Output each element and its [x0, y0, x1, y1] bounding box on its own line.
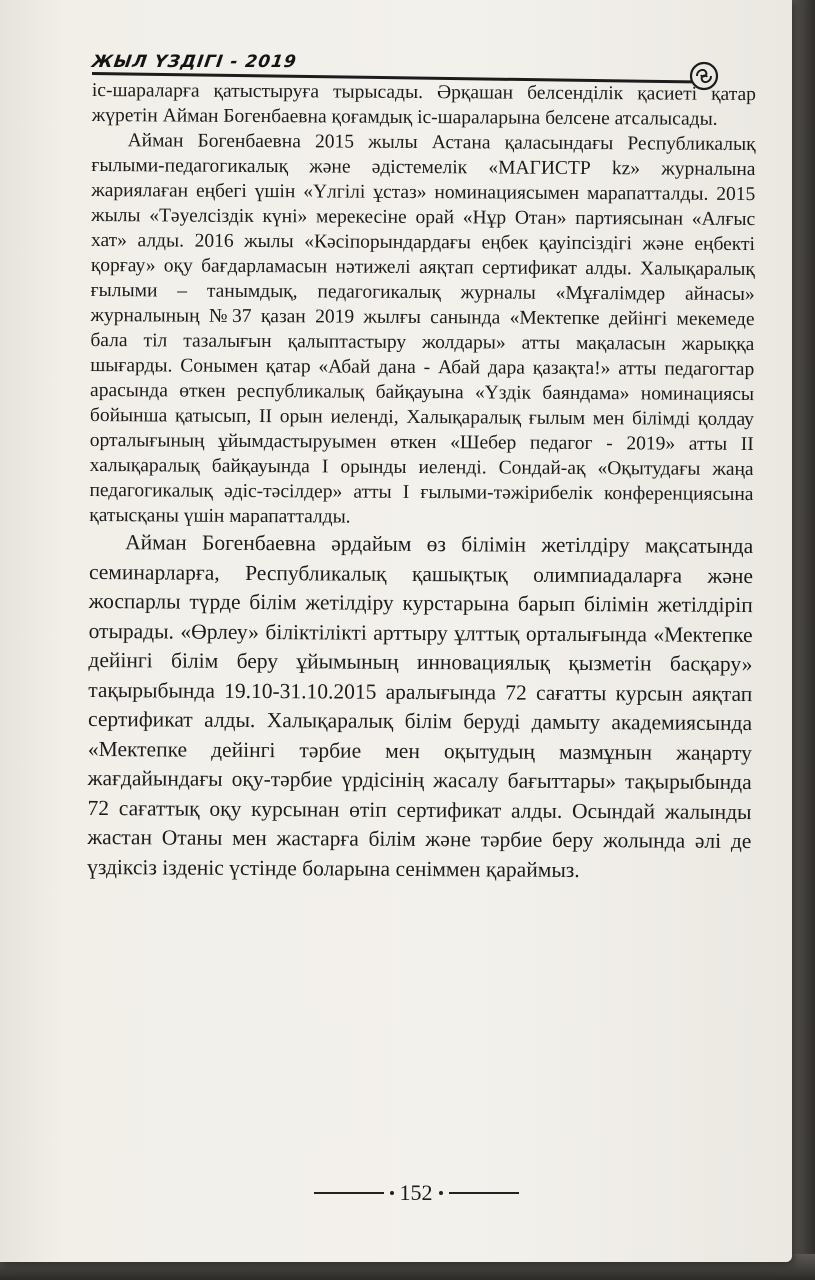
page-footer [0, 1180, 792, 1210]
page-number: 152 [399, 1180, 433, 1205]
paragraph-1: іс-шараларға қатыстыруға тырысады. Әрқашан белсенділік қасиеті қатар жүретін Айман Богенбаевна қоғамдық іс-шараларына белсене атсалысады. [91, 79, 756, 130]
page-text [87, 78, 756, 886]
paragraph-2: Айман Богенбаевна 2015 жылы Астана қаласындағы Республикалық ғылыми-педагогикалық және әдістемелік «МАГИСТР kz» журналына жариялаған еңбегі үшін «Үлгілі ұстаз» номинациясымен марапатталды. 2015 жылы «Тәуелсіздік күні» мерекесіне орай «Нұр Отан» партиясынан «Алғыс хат» алды. 2016 жылы «Кәсіпорындардағы еңбек қауіпсіздігі және еңбекті қорғау» оқу бағдарламасын нәтижелі аяқтап сертификат алды. Халықаралық ғылыми – танымдық, педагогикалық журналы «Мұғалімдер айнасы» журналының №37 қазан 2019 жылғы санында «Мектепке дейінгі мекемеде бала тіл тазалығын қалыптастыру жолдары» атты мақаласын жарыққа шығарды. Сонымен қатар «Абай дана - Абай дара қазақта!» атты педагогтар арасында өткен республикалық байқауына «Үздік баяндама» номинациясы бойынша қатысып, ІІ орын иеленді, Халықаралық ғылым мен білімді қолдау орталығының ұйымдастыруымен өткен «Шебер педагог - 2019» атты ІІ халықаралық байқауында І орынды иеленді. Сондай-ақ «Оқытудағы жаңа педагогикалық әдіс-тәсілдер» атты І ғылыми-тәжірибелік конференциясына қатысқаны үшін марапатталды. [89, 130, 756, 528]
footer-rule-left [314, 1192, 384, 1194]
header-title: ЖЫЛ ҮЗДІГІ - 2019 [90, 52, 299, 72]
footer-dot-right [439, 1191, 443, 1195]
footer-rule-right [449, 1192, 519, 1194]
paragraph-3: Айман Богенбаевна әрдайым өз білімін жетілдіру мақсатында семинарларға, Республикалық қашықтық олимпиадаларға және жоспарлы түрде білім жетілдіру курстарына барып білімін жетілдіріп отырады. «Өрлеу» біліктілікті арттыру ұлттық орталығында «Мектепке дейінгі білім беру ұйымының инновациялық қызметін басқару» тақырыбында 19.10-31.10.2015 аралығында 72 сағатты курсын аяқтап сертификат алды. Халықаралық білім беруді дамыту академиясында «Мектепке дейінгі тәрбие мен оқытудың мазмұнын жаңарту жағдайындағы оқу-тәрбие үрдісінің жасалу бағыттары» тақырыбында 72 сағаттық оқу курсынан өтіп сертификат алды. Осындай жалынды жастан Отаны мен жастарға білім және тәрбие беру жолында әлі де үздіксіз ізденіс үстінде боларына сеніммен қараймыз. [87, 530, 754, 882]
footer-dot-left [390, 1191, 394, 1195]
